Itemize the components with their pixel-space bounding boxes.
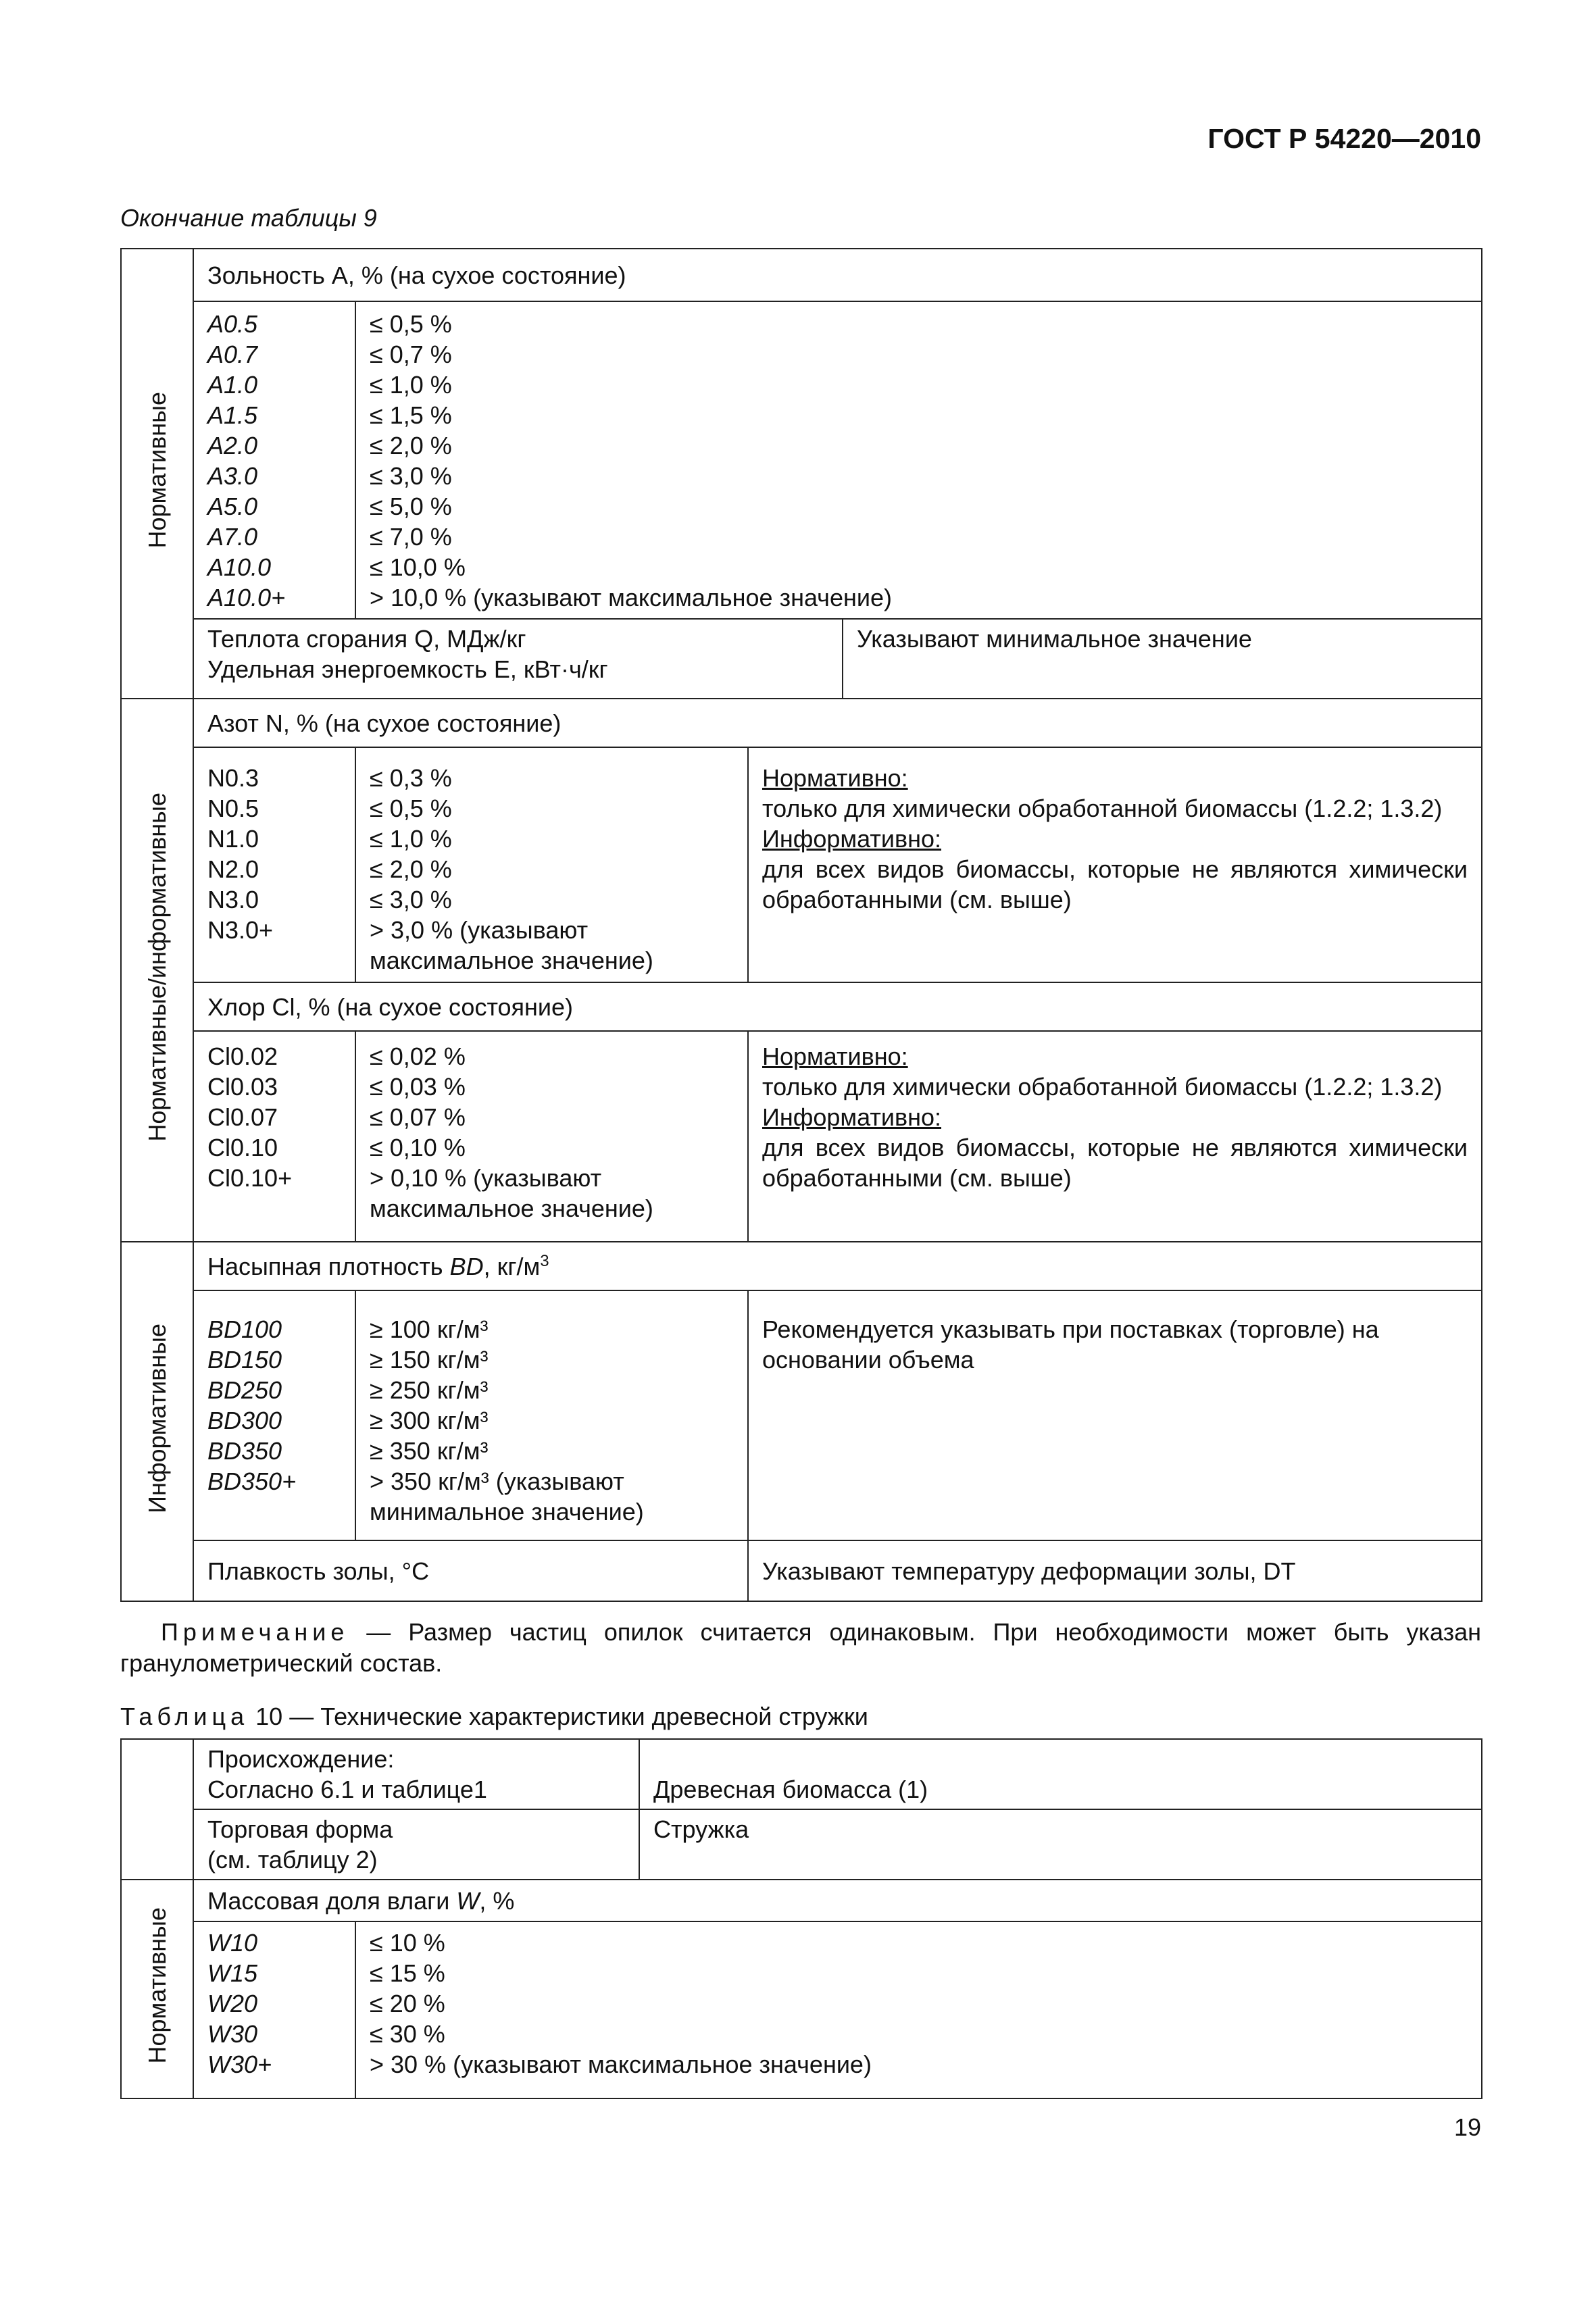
- ash-code: A5.0: [207, 493, 258, 520]
- ash-code: A0.5: [207, 310, 258, 338]
- origin-label: [193, 1739, 639, 1809]
- table-10-caption-prefix: Таблица: [120, 1703, 249, 1730]
- bulk-density-code: BD350+: [207, 1467, 297, 1495]
- group-label-normative: Нормативные: [121, 249, 193, 699]
- ash-value: ≤ 1,0 %: [370, 371, 452, 399]
- moisture-code: W15: [207, 1959, 258, 1987]
- moisture-value: ≤ 20 %: [370, 1990, 445, 2017]
- heat-label-line: Удельная энергоемкость E, кВт·ч/кг: [207, 655, 608, 683]
- nitrogen-value: ≤ 3,0 %: [370, 886, 452, 913]
- ash-melting-label: Плавкость золы, °С: [193, 1540, 748, 1601]
- bulk-density-values: [355, 1290, 748, 1540]
- bulk-density-code: BD350: [207, 1437, 282, 1465]
- moisture-code: W20: [207, 1990, 258, 2017]
- note-text: — Размер частиц опилок считается одинаковым. При необходимости может быть указан гранулометрический состав.: [120, 1618, 1481, 1677]
- ash-melting-value: Указывают температуру деформации золы, DT: [748, 1540, 1482, 1601]
- bulk-density-value: ≥ 150 кг/м³: [370, 1346, 489, 1374]
- nitrogen-code: N3.0+: [207, 916, 274, 944]
- nitrogen-code: N3.0: [207, 886, 259, 913]
- trade-form-label-line: (см. таблицу 2): [207, 1846, 378, 1873]
- moisture-values: [355, 1921, 1482, 2098]
- nitrogen-value: ≤ 0,3 %: [370, 764, 452, 792]
- ash-code: A7.0: [207, 523, 258, 551]
- ash-value: ≤ 10,0 %: [370, 553, 466, 581]
- table-10-caption-text: 10 — Технические характеристики древесной стружки: [249, 1703, 868, 1730]
- ash-code: A3.0: [207, 462, 258, 490]
- bulk-density-value: ≥ 250 кг/м³: [370, 1376, 489, 1404]
- moisture-value: ≤ 30 %: [370, 2020, 445, 2048]
- ash-value: ≤ 1,5 %: [370, 401, 452, 429]
- chlorine-code: Cl0.07: [207, 1103, 278, 1131]
- ash-value: ≤ 3,0 %: [370, 462, 452, 490]
- moisture-codes: [193, 1921, 355, 2098]
- ash-value: ≤ 5,0 %: [370, 493, 452, 520]
- nitrogen-code: N0.5: [207, 795, 259, 822]
- table-10-empty-side: [121, 1739, 193, 1880]
- bulk-density-note: Рекомендуется указывать при поставках (торговле) на основании объема: [748, 1290, 1482, 1540]
- nitrogen-note-normative-text: только для химически обработанной биомассы (1.2.2; 1.3.2): [762, 795, 1443, 822]
- trade-form-value: Стружка: [639, 1809, 1482, 1880]
- bulk-density-code: BD250: [207, 1376, 282, 1404]
- nitrogen-note-normative-label: Нормативно:: [762, 764, 908, 792]
- moisture-value: ≤ 15 %: [370, 1959, 445, 1987]
- nitrogen-code: N2.0: [207, 855, 259, 883]
- bulk-density-value: ≥ 100 кг/м³: [370, 1315, 489, 1343]
- nitrogen-code: N1.0: [207, 825, 259, 853]
- nitrogen-value: ≤ 2,0 %: [370, 855, 452, 883]
- chlorine-title: Хлор Cl, % (на сухое состояние): [193, 982, 1482, 1031]
- bulk-density-code: BD100: [207, 1315, 282, 1343]
- table-10-group-label-normative: Нормативные: [121, 1880, 193, 2098]
- trade-form-label: [193, 1809, 639, 1880]
- heat-label: [193, 619, 843, 699]
- nitrogen-title: Азот N, % (на сухое состояние): [193, 699, 1482, 747]
- chlorine-codes: [193, 1031, 355, 1242]
- note-prefix: Примечание: [161, 1618, 349, 1646]
- bulk-density-title: Насыпная плотность BD, $кг/м^3$: [193, 1242, 1482, 1290]
- ash-value: ≤ 2,0 %: [370, 432, 452, 459]
- moisture-code: W10: [207, 1929, 258, 1957]
- bulk-density-code: BD300: [207, 1407, 282, 1434]
- chlorine-code: Cl0.10: [207, 1134, 278, 1161]
- nitrogen-note-informative-text: для всех видов биомассы, которые не являются химически обработанными (см. выше): [762, 855, 1468, 913]
- ash-value: ≤ 0,5 %: [370, 310, 452, 338]
- ash-code: A1.5: [207, 401, 258, 429]
- moisture-code: W30: [207, 2020, 258, 2048]
- chlorine-value: ≤ 0,02 %: [370, 1042, 466, 1070]
- origin-label-line: Происхождение:: [207, 1745, 395, 1773]
- nitrogen-value: ≤ 0,5 %: [370, 795, 452, 822]
- ash-code: A10.0: [207, 553, 272, 581]
- ash-code: A2.0: [207, 432, 258, 459]
- page-number: 19: [1453, 2113, 1481, 2141]
- chlorine-note-normative-text: только для химически обработанной биомассы (1.2.2; 1.3.2): [762, 1073, 1443, 1101]
- chlorine-value: > 0,10 % (указывают максимальное значение): [370, 1164, 653, 1222]
- nitrogen-value: ≤ 1,0 %: [370, 825, 452, 853]
- chlorine-value: ≤ 0,10 %: [370, 1134, 466, 1161]
- bulk-density-codes: [193, 1290, 355, 1540]
- ash-values: [355, 301, 1482, 619]
- origin-value: Древесная биомасса (1): [639, 1739, 1482, 1809]
- nitrogen-notes: [748, 747, 1482, 982]
- moisture-value: > 30 % (указывают максимальное значение): [370, 2051, 872, 2078]
- chlorine-code: Cl0.02: [207, 1042, 278, 1070]
- table-9: [120, 248, 1482, 1602]
- chlorine-value: ≤ 0,07 %: [370, 1103, 466, 1131]
- origin-label-line: Согласно 6.1 и таблице1: [207, 1776, 487, 1803]
- heat-value: Указывают минимальное значение: [843, 619, 1482, 699]
- ash-code: A0.7: [207, 341, 258, 368]
- chlorine-value: ≤ 0,03 %: [370, 1073, 466, 1101]
- moisture-code: W30+: [207, 2051, 272, 2078]
- bulk-density-value: > 350 кг/м³ (указывают минимальное значение): [370, 1467, 644, 1526]
- bulk-density-value: ≥ 350 кг/м³: [370, 1437, 489, 1465]
- ash-code: A1.0: [207, 371, 258, 399]
- nitrogen-value: > 3,0 % (указывают максимальное значение): [370, 916, 653, 974]
- bulk-density-value: ≥ 300 кг/м³: [370, 1407, 489, 1434]
- group-label-informative: Информативные: [121, 1242, 193, 1601]
- ash-value: ≤ 0,7 %: [370, 341, 452, 368]
- nitrogen-note-informative-label: Информативно:: [762, 825, 942, 853]
- ash-codes: [193, 301, 355, 619]
- chlorine-notes: [748, 1031, 1482, 1242]
- document-header: ГОСТ Р 54220—2010: [1207, 123, 1481, 154]
- nitrogen-codes: [193, 747, 355, 982]
- ash-title: Зольность A, % (на сухое состояние): [193, 249, 1482, 301]
- group-label-normative-informative: Нормативные/информативные: [121, 699, 193, 1242]
- nitrogen-code: N0.3: [207, 764, 259, 792]
- heat-label-line: Теплота сгорания Q, МДж/кг: [207, 625, 526, 653]
- nitrogen-values: [355, 747, 748, 982]
- note-paragraph: [120, 1617, 1481, 1679]
- moisture-title: Массовая доля влаги W, %: [193, 1880, 1482, 1921]
- chlorine-note-informative-label: Информативно:: [762, 1103, 942, 1131]
- table-continuation-title: Окончание таблицы 9: [120, 204, 377, 232]
- bulk-density-code: BD150: [207, 1346, 282, 1374]
- chlorine-code: Cl0.10+: [207, 1164, 293, 1192]
- ash-code: A10.0+: [207, 584, 286, 611]
- ash-value: > 10,0 % (указывают максимальное значение): [370, 584, 892, 611]
- chlorine-code: Cl0.03: [207, 1073, 278, 1101]
- ash-value: ≤ 7,0 %: [370, 523, 452, 551]
- trade-form-label-line: Торговая форма: [207, 1815, 393, 1843]
- chlorine-note-informative-text: для всех видов биомассы, которые не являются химически обработанными (см. выше): [762, 1134, 1468, 1192]
- moisture-value: ≤ 10 %: [370, 1929, 445, 1957]
- table-10: [120, 1738, 1482, 2099]
- table-10-caption: [120, 1703, 868, 1731]
- chlorine-note-normative-label: Нормативно:: [762, 1042, 908, 1070]
- chlorine-values: [355, 1031, 748, 1242]
